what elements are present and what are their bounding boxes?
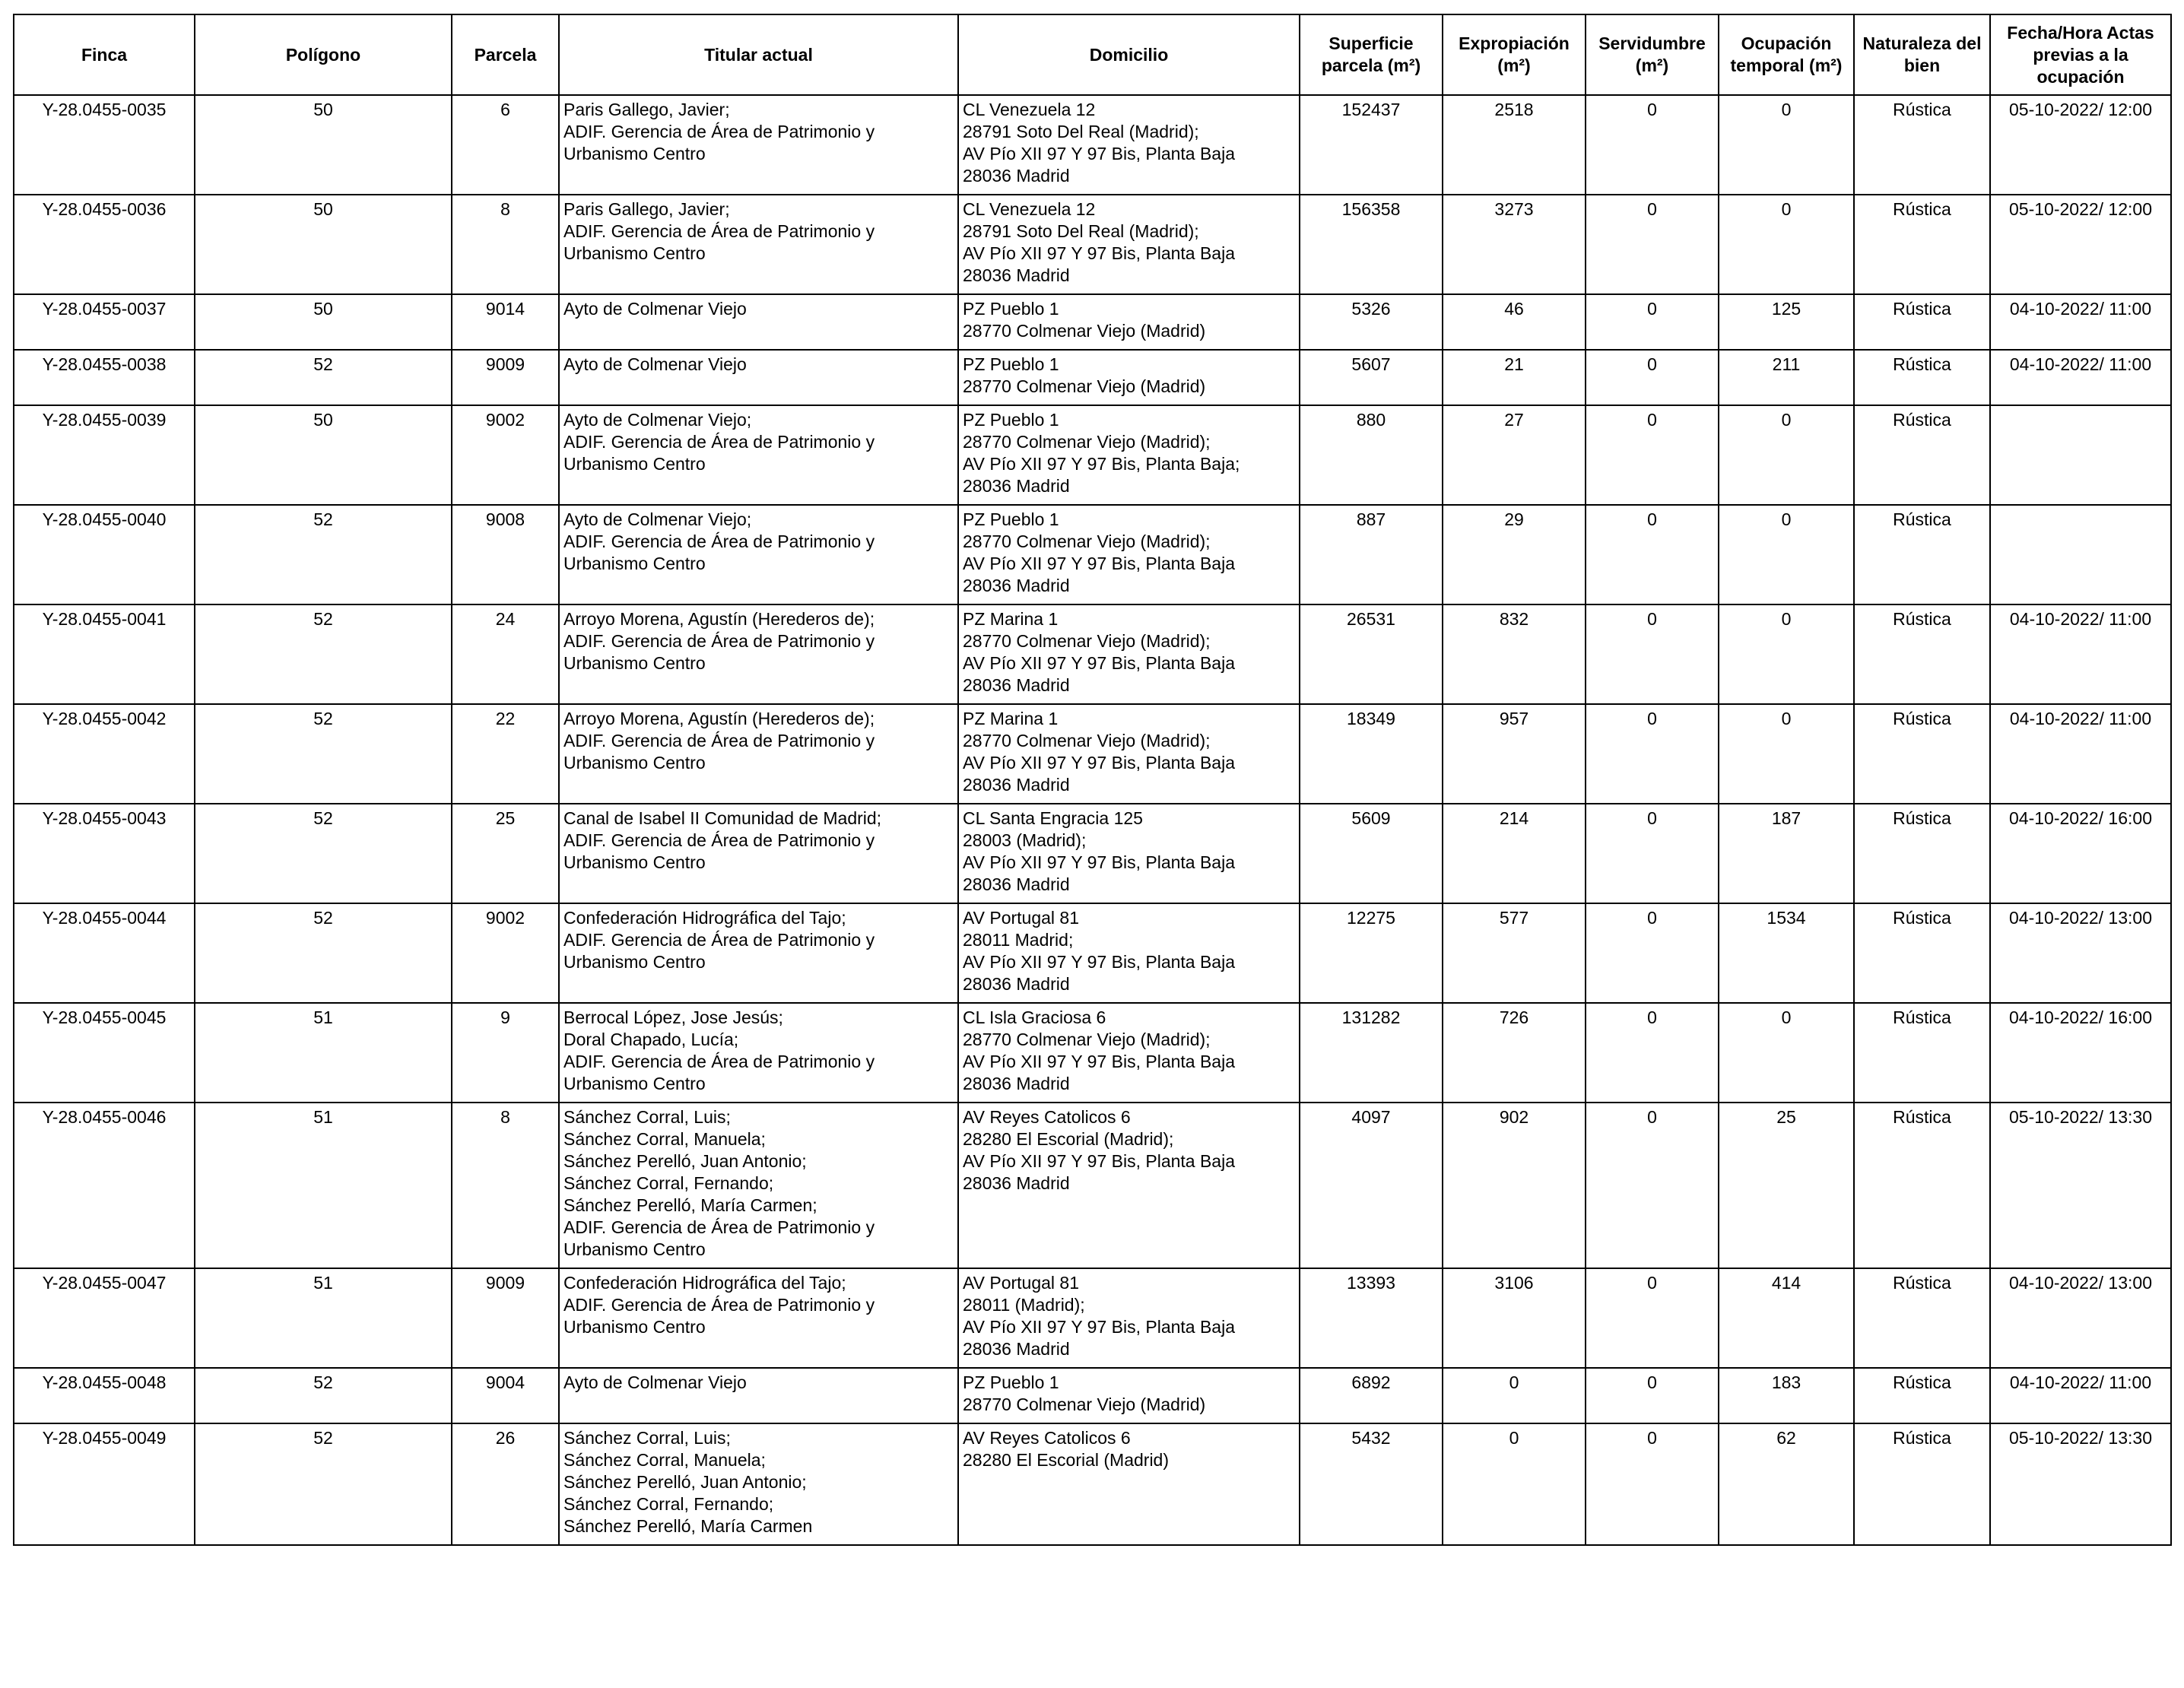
cell-expropiacion: 0 xyxy=(1443,1423,1586,1545)
cell-ocupacion: 183 xyxy=(1719,1368,1854,1423)
cell-servidumbre: 0 xyxy=(1586,1268,1719,1368)
cell-expropiacion: 0 xyxy=(1443,1368,1586,1423)
cell-parcela: 9002 xyxy=(452,903,559,1003)
cell-superficie: 131282 xyxy=(1300,1003,1443,1103)
cell-naturaleza: Rústica xyxy=(1854,405,1990,505)
cell-ocupacion: 0 xyxy=(1719,604,1854,704)
cell-expropiacion: 902 xyxy=(1443,1103,1586,1268)
cell-superficie: 18349 xyxy=(1300,704,1443,804)
cell-ocupacion: 211 xyxy=(1719,350,1854,405)
table-row xyxy=(14,294,2171,350)
header-superficie: Superficie parcela (m²) xyxy=(1300,14,1443,95)
cell-poligono: 52 xyxy=(195,804,452,903)
cell-titular: Ayto de Colmenar Viejo xyxy=(559,294,958,350)
cell-domicilio: CL Venezuela 12 28791 Soto Del Real (Madrid); AV Pío XII 97 Y 97 Bis, Planta Baja 28036 Madrid xyxy=(958,95,1300,195)
table-row xyxy=(14,1003,2171,1103)
cell-finca: Y-28.0455-0043 xyxy=(14,804,195,903)
cell-superficie: 156358 xyxy=(1300,195,1443,294)
header-parcela: Parcela xyxy=(452,14,559,95)
header-domicilio: Domicilio xyxy=(958,14,1300,95)
cell-naturaleza: Rústica xyxy=(1854,804,1990,903)
cell-fecha: 05-10-2022/ 12:00 xyxy=(1990,195,2171,294)
cell-domicilio: CL Isla Graciosa 6 28770 Colmenar Viejo (Madrid); AV Pío XII 97 Y 97 Bis, Planta Baja 28036 Madrid xyxy=(958,1003,1300,1103)
cell-expropiacion: 3106 xyxy=(1443,1268,1586,1368)
cell-finca: Y-28.0455-0047 xyxy=(14,1268,195,1368)
cell-poligono: 52 xyxy=(195,604,452,704)
cell-fecha xyxy=(1990,405,2171,505)
cell-fecha xyxy=(1990,505,2171,604)
cell-fecha: 04-10-2022/ 11:00 xyxy=(1990,1368,2171,1423)
cell-domicilio: PZ Pueblo 1 28770 Colmenar Viejo (Madrid) xyxy=(958,1368,1300,1423)
header-ocupacion: Ocupación temporal (m²) xyxy=(1719,14,1854,95)
cell-domicilio: AV Portugal 81 28011 (Madrid); AV Pío XII 97 Y 97 Bis, Planta Baja 28036 Madrid xyxy=(958,1268,1300,1368)
cell-ocupacion: 1534 xyxy=(1719,903,1854,1003)
cell-poligono: 51 xyxy=(195,1103,452,1268)
table-header-row xyxy=(14,14,2171,95)
cell-parcela: 9002 xyxy=(452,405,559,505)
cell-finca: Y-28.0455-0042 xyxy=(14,704,195,804)
cell-expropiacion: 46 xyxy=(1443,294,1586,350)
cell-parcela: 8 xyxy=(452,1103,559,1268)
cell-superficie: 12275 xyxy=(1300,903,1443,1003)
cell-poligono: 50 xyxy=(195,195,452,294)
table-row xyxy=(14,1103,2171,1268)
cell-servidumbre: 0 xyxy=(1586,405,1719,505)
cell-domicilio: PZ Marina 1 28770 Colmenar Viejo (Madrid); AV Pío XII 97 Y 97 Bis, Planta Baja 28036 Madrid xyxy=(958,704,1300,804)
header-finca: Finca xyxy=(14,14,195,95)
cell-expropiacion: 3273 xyxy=(1443,195,1586,294)
cell-ocupacion: 62 xyxy=(1719,1423,1854,1545)
header-titular: Titular actual xyxy=(559,14,958,95)
cell-servidumbre: 0 xyxy=(1586,804,1719,903)
cell-titular: Arroyo Morena, Agustín (Herederos de); ADIF. Gerencia de Área de Patrimonio y Urbanismo Centro xyxy=(559,704,958,804)
cell-domicilio: PZ Marina 1 28770 Colmenar Viejo (Madrid); AV Pío XII 97 Y 97 Bis, Planta Baja 28036 Madrid xyxy=(958,604,1300,704)
cell-naturaleza: Rústica xyxy=(1854,1003,1990,1103)
cell-fecha: 04-10-2022/ 11:00 xyxy=(1990,604,2171,704)
cell-superficie: 26531 xyxy=(1300,604,1443,704)
cell-titular: Canal de Isabel II Comunidad de Madrid; ADIF. Gerencia de Área de Patrimonio y Urbanismo Centro xyxy=(559,804,958,903)
cell-poligono: 50 xyxy=(195,294,452,350)
table-row xyxy=(14,1268,2171,1368)
cell-finca: Y-28.0455-0044 xyxy=(14,903,195,1003)
cell-finca: Y-28.0455-0036 xyxy=(14,195,195,294)
cell-poligono: 52 xyxy=(195,1368,452,1423)
cell-finca: Y-28.0455-0045 xyxy=(14,1003,195,1103)
cell-servidumbre: 0 xyxy=(1586,1103,1719,1268)
table-row xyxy=(14,704,2171,804)
cell-fecha: 05-10-2022/ 13:30 xyxy=(1990,1423,2171,1545)
cell-servidumbre: 0 xyxy=(1586,1003,1719,1103)
cell-ocupacion: 0 xyxy=(1719,505,1854,604)
cell-finca: Y-28.0455-0035 xyxy=(14,95,195,195)
cell-titular: Ayto de Colmenar Viejo; ADIF. Gerencia de Área de Patrimonio y Urbanismo Centro xyxy=(559,505,958,604)
header-expropiacion: Expropiación (m²) xyxy=(1443,14,1586,95)
table-row xyxy=(14,350,2171,405)
table-row xyxy=(14,405,2171,505)
cell-superficie: 6892 xyxy=(1300,1368,1443,1423)
cell-domicilio: PZ Pueblo 1 28770 Colmenar Viejo (Madrid) xyxy=(958,350,1300,405)
cell-fecha: 04-10-2022/ 13:00 xyxy=(1990,1268,2171,1368)
cell-superficie: 880 xyxy=(1300,405,1443,505)
cell-naturaleza: Rústica xyxy=(1854,294,1990,350)
cell-ocupacion: 0 xyxy=(1719,704,1854,804)
cell-naturaleza: Rústica xyxy=(1854,195,1990,294)
cell-servidumbre: 0 xyxy=(1586,604,1719,704)
cell-expropiacion: 21 xyxy=(1443,350,1586,405)
cell-expropiacion: 726 xyxy=(1443,1003,1586,1103)
cell-servidumbre: 0 xyxy=(1586,1423,1719,1545)
cell-servidumbre: 0 xyxy=(1586,1368,1719,1423)
table-row xyxy=(14,95,2171,195)
cell-finca: Y-28.0455-0040 xyxy=(14,505,195,604)
cell-servidumbre: 0 xyxy=(1586,95,1719,195)
header-servidumbre: Servidumbre (m²) xyxy=(1586,14,1719,95)
cell-finca: Y-28.0455-0041 xyxy=(14,604,195,704)
cell-titular: Ayto de Colmenar Viejo xyxy=(559,350,958,405)
cell-ocupacion: 0 xyxy=(1719,95,1854,195)
cell-poligono: 52 xyxy=(195,903,452,1003)
cell-titular: Arroyo Morena, Agustín (Herederos de); ADIF. Gerencia de Área de Patrimonio y Urbanismo Centro xyxy=(559,604,958,704)
cell-expropiacion: 2518 xyxy=(1443,95,1586,195)
table-row xyxy=(14,604,2171,704)
cell-servidumbre: 0 xyxy=(1586,505,1719,604)
cell-expropiacion: 29 xyxy=(1443,505,1586,604)
expropiation-table xyxy=(13,14,2172,1546)
cell-ocupacion: 0 xyxy=(1719,195,1854,294)
cell-parcela: 22 xyxy=(452,704,559,804)
cell-titular: Sánchez Corral, Luis; Sánchez Corral, Manuela; Sánchez Perelló, Juan Antonio; Sánchez Corral, Fernando; Sánchez Perelló, María Carmen; ADIF. Gerencia de Área de Patrimonio y Urbanismo Centro xyxy=(559,1103,958,1268)
cell-titular: Sánchez Corral, Luis; Sánchez Corral, Manuela; Sánchez Perelló, Juan Antonio; Sánchez Corral, Fernando; Sánchez Perelló, María Carmen xyxy=(559,1423,958,1545)
cell-fecha: 05-10-2022/ 13:30 xyxy=(1990,1103,2171,1268)
cell-naturaleza: Rústica xyxy=(1854,505,1990,604)
cell-servidumbre: 0 xyxy=(1586,195,1719,294)
cell-poligono: 52 xyxy=(195,1423,452,1545)
table-row xyxy=(14,195,2171,294)
cell-superficie: 13393 xyxy=(1300,1268,1443,1368)
header-naturaleza: Naturaleza del bien xyxy=(1854,14,1990,95)
cell-superficie: 5607 xyxy=(1300,350,1443,405)
cell-poligono: 52 xyxy=(195,505,452,604)
cell-finca: Y-28.0455-0038 xyxy=(14,350,195,405)
cell-titular: Paris Gallego, Javier; ADIF. Gerencia de Área de Patrimonio y Urbanismo Centro xyxy=(559,95,958,195)
cell-parcela: 9 xyxy=(452,1003,559,1103)
cell-fecha: 04-10-2022/ 16:00 xyxy=(1990,1003,2171,1103)
cell-fecha: 04-10-2022/ 11:00 xyxy=(1990,704,2171,804)
cell-domicilio: PZ Pueblo 1 28770 Colmenar Viejo (Madrid) xyxy=(958,294,1300,350)
cell-fecha: 04-10-2022/ 11:00 xyxy=(1990,350,2171,405)
cell-servidumbre: 0 xyxy=(1586,704,1719,804)
cell-parcela: 8 xyxy=(452,195,559,294)
cell-poligono: 50 xyxy=(195,405,452,505)
cell-expropiacion: 957 xyxy=(1443,704,1586,804)
cell-titular: Confederación Hidrográfica del Tajo; ADIF. Gerencia de Área de Patrimonio y Urbanismo Centro xyxy=(559,1268,958,1368)
cell-superficie: 5432 xyxy=(1300,1423,1443,1545)
cell-superficie: 152437 xyxy=(1300,95,1443,195)
cell-superficie: 887 xyxy=(1300,505,1443,604)
header-fecha: Fecha/Hora Actas previas a la ocupación xyxy=(1990,14,2171,95)
cell-domicilio: CL Venezuela 12 28791 Soto Del Real (Madrid); AV Pío XII 97 Y 97 Bis, Planta Baja 28036 Madrid xyxy=(958,195,1300,294)
table-row xyxy=(14,804,2171,903)
cell-naturaleza: Rústica xyxy=(1854,95,1990,195)
cell-ocupacion: 414 xyxy=(1719,1268,1854,1368)
cell-fecha: 04-10-2022/ 16:00 xyxy=(1990,804,2171,903)
table-row xyxy=(14,903,2171,1003)
cell-domicilio: PZ Pueblo 1 28770 Colmenar Viejo (Madrid); AV Pío XII 97 Y 97 Bis, Planta Baja 28036 Madrid xyxy=(958,505,1300,604)
cell-domicilio: CL Santa Engracia 125 28003 (Madrid); AV Pío XII 97 Y 97 Bis, Planta Baja 28036 Madrid xyxy=(958,804,1300,903)
cell-ocupacion: 0 xyxy=(1719,1003,1854,1103)
cell-fecha: 04-10-2022/ 11:00 xyxy=(1990,294,2171,350)
cell-servidumbre: 0 xyxy=(1586,903,1719,1003)
cell-naturaleza: Rústica xyxy=(1854,1103,1990,1268)
cell-servidumbre: 0 xyxy=(1586,294,1719,350)
cell-naturaleza: Rústica xyxy=(1854,1423,1990,1545)
cell-expropiacion: 832 xyxy=(1443,604,1586,704)
table-row xyxy=(14,1368,2171,1423)
cell-parcela: 26 xyxy=(452,1423,559,1545)
table-row xyxy=(14,505,2171,604)
cell-parcela: 9009 xyxy=(452,350,559,405)
cell-superficie: 4097 xyxy=(1300,1103,1443,1268)
cell-domicilio: AV Portugal 81 28011 Madrid; AV Pío XII 97 Y 97 Bis, Planta Baja 28036 Madrid xyxy=(958,903,1300,1003)
table-row xyxy=(14,1423,2171,1545)
cell-domicilio: AV Reyes Catolicos 6 28280 El Escorial (Madrid); AV Pío XII 97 Y 97 Bis, Planta Baja 28036 Madrid xyxy=(958,1103,1300,1268)
cell-ocupacion: 0 xyxy=(1719,405,1854,505)
cell-finca: Y-28.0455-0048 xyxy=(14,1368,195,1423)
cell-finca: Y-28.0455-0037 xyxy=(14,294,195,350)
cell-fecha: 05-10-2022/ 12:00 xyxy=(1990,95,2171,195)
cell-parcela: 6 xyxy=(452,95,559,195)
cell-parcela: 9009 xyxy=(452,1268,559,1368)
cell-parcela: 9008 xyxy=(452,505,559,604)
cell-expropiacion: 27 xyxy=(1443,405,1586,505)
cell-parcela: 9004 xyxy=(452,1368,559,1423)
cell-superficie: 5609 xyxy=(1300,804,1443,903)
cell-naturaleza: Rústica xyxy=(1854,604,1990,704)
cell-superficie: 5326 xyxy=(1300,294,1443,350)
cell-naturaleza: Rústica xyxy=(1854,1268,1990,1368)
cell-parcela: 9014 xyxy=(452,294,559,350)
cell-titular: Paris Gallego, Javier; ADIF. Gerencia de Área de Patrimonio y Urbanismo Centro xyxy=(559,195,958,294)
cell-poligono: 51 xyxy=(195,1003,452,1103)
cell-finca: Y-28.0455-0049 xyxy=(14,1423,195,1545)
cell-parcela: 25 xyxy=(452,804,559,903)
cell-poligono: 52 xyxy=(195,704,452,804)
cell-naturaleza: Rústica xyxy=(1854,903,1990,1003)
cell-ocupacion: 125 xyxy=(1719,294,1854,350)
cell-fecha: 04-10-2022/ 13:00 xyxy=(1990,903,2171,1003)
cell-expropiacion: 214 xyxy=(1443,804,1586,903)
cell-ocupacion: 187 xyxy=(1719,804,1854,903)
cell-domicilio: PZ Pueblo 1 28770 Colmenar Viejo (Madrid); AV Pío XII 97 Y 97 Bis, Planta Baja; 28036 Madrid xyxy=(958,405,1300,505)
cell-poligono: 51 xyxy=(195,1268,452,1368)
cell-naturaleza: Rústica xyxy=(1854,1368,1990,1423)
cell-titular: Ayto de Colmenar Viejo xyxy=(559,1368,958,1423)
cell-domicilio: AV Reyes Catolicos 6 28280 El Escorial (Madrid) xyxy=(958,1423,1300,1545)
header-poligono: Polígono xyxy=(195,14,452,95)
cell-titular: Ayto de Colmenar Viejo; ADIF. Gerencia de Área de Patrimonio y Urbanismo Centro xyxy=(559,405,958,505)
cell-servidumbre: 0 xyxy=(1586,350,1719,405)
cell-poligono: 50 xyxy=(195,95,452,195)
expropiation-table-sheet xyxy=(13,14,2170,1546)
cell-finca: Y-28.0455-0039 xyxy=(14,405,195,505)
cell-naturaleza: Rústica xyxy=(1854,350,1990,405)
cell-titular: Berrocal López, Jose Jesús; Doral Chapado, Lucía; ADIF. Gerencia de Área de Patrimonio y Urbanismo Centro xyxy=(559,1003,958,1103)
cell-poligono: 52 xyxy=(195,350,452,405)
cell-titular: Confederación Hidrográfica del Tajo; ADIF. Gerencia de Área de Patrimonio y Urbanismo Centro xyxy=(559,903,958,1003)
cell-expropiacion: 577 xyxy=(1443,903,1586,1003)
cell-ocupacion: 25 xyxy=(1719,1103,1854,1268)
cell-finca: Y-28.0455-0046 xyxy=(14,1103,195,1268)
cell-parcela: 24 xyxy=(452,604,559,704)
cell-naturaleza: Rústica xyxy=(1854,704,1990,804)
